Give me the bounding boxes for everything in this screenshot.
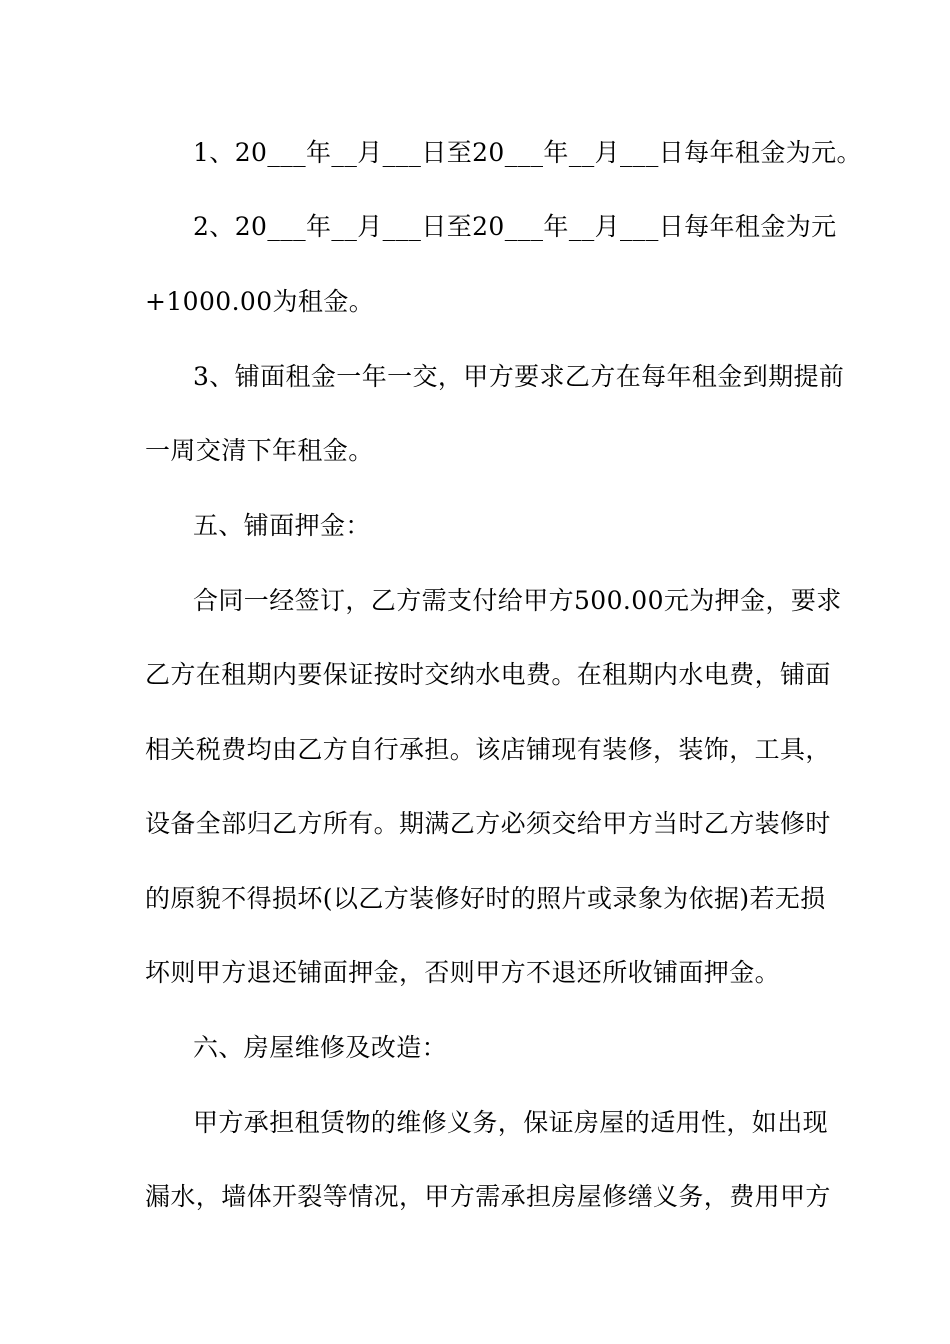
rent-term-2: 2、20___年__月___日至20___年__月___日每年租金为元 — [193, 212, 837, 241]
deposit-paragraph-line-5: 的原貌不得损坏(以乙方装修好时的照片或录象为依据)若无损 — [145, 884, 826, 913]
deposit-paragraph-line-2: 乙方在租期内要保证按时交纳水电费。在租期内水电费，铺面 — [145, 660, 831, 689]
rent-term-1: 1、20___年__月___日至20___年__月___日每年租金为元。 — [193, 138, 862, 167]
section-heading-deposit: 五、铺面押金： — [193, 511, 371, 540]
repairs-paragraph-line-2: 漏水，墙体开裂等情况，甲方需承担房屋修缮义务，费用甲方 — [145, 1182, 831, 1211]
deposit-paragraph-line-4: 设备全部归乙方所有。期满乙方必须交给甲方当时乙方装修时 — [145, 809, 831, 838]
rent-term-2-continued: +1000.00为租金。 — [145, 287, 375, 316]
rent-term-3: 3、铺面租金一年一交，甲方要求乙方在每年租金到期提前 — [193, 362, 845, 391]
section-heading-repairs: 六、房屋维修及改造： — [193, 1033, 448, 1062]
deposit-paragraph-line-1: 合同一经签订，乙方需支付给甲方500.00元为押金，要求 — [193, 586, 842, 615]
rent-term-3-continued: 一周交清下年租金。 — [145, 436, 374, 465]
repairs-paragraph-line-1: 甲方承担租赁物的维修义务，保证房屋的适用性，如出现 — [193, 1108, 829, 1137]
deposit-paragraph-line-6: 坏则甲方退还铺面押金，否则甲方不退还所收铺面押金。 — [145, 958, 781, 987]
deposit-paragraph-line-3: 相关税费均由乙方自行承担。该店铺现有装修，装饰，工具， — [145, 735, 831, 764]
